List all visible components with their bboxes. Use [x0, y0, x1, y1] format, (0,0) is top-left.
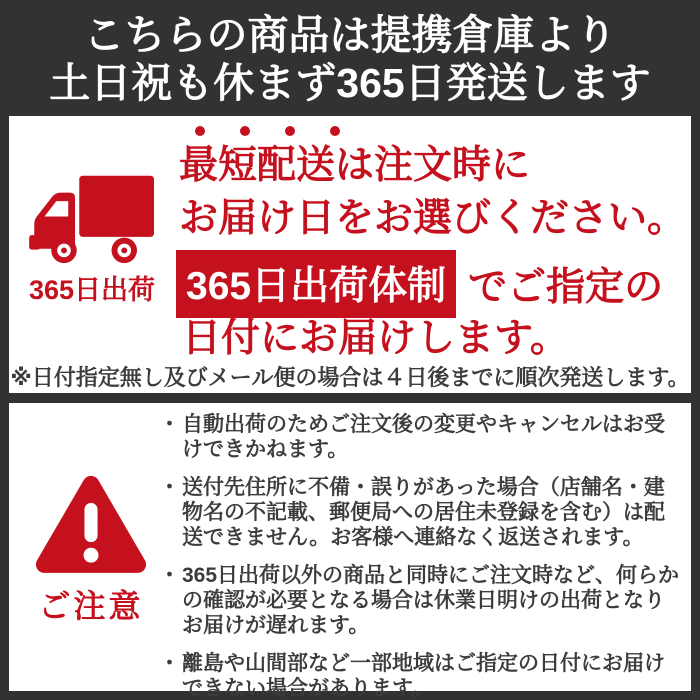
emphasis-dot — [195, 126, 205, 136]
shipping-panel — [9, 116, 691, 393]
caution-bullet-item — [159, 412, 681, 462]
caution-bullet-list — [159, 412, 681, 700]
shipping-headline — [179, 139, 686, 245]
top-banner — [0, 0, 700, 116]
caution-bullet-item — [159, 475, 681, 550]
shipping-note: ※日付指定無し及びメール便の場合は４日後までに順次発送します。 — [10, 365, 690, 390]
highlight-box-365: 365日出荷体制 — [176, 250, 456, 318]
bullet-marker: ・ — [159, 652, 180, 675]
shipping-headline-line2: お届け日をお選びください。 — [179, 197, 687, 240]
truck-icon — [17, 174, 167, 264]
caution-bullet-item — [159, 651, 681, 700]
highlight-line2: 日付にお届けします。 — [182, 317, 569, 360]
caution-bullet-item — [159, 563, 681, 638]
bullet-marker: ・ — [159, 413, 180, 436]
truck-label: 365日出荷 — [28, 275, 156, 305]
warning-triangle-icon — [29, 473, 153, 573]
shipping-headline-line1: 最短配送は注文時に — [179, 144, 531, 187]
caution-panel — [9, 403, 691, 700]
emphasis-dot — [240, 126, 250, 136]
top-banner-line2: 土日祝も休まず365日発送します — [49, 60, 651, 106]
truck-block — [17, 174, 167, 307]
emphasis-dots — [195, 126, 375, 136]
bullet-marker: ・ — [159, 564, 180, 587]
highlight-suffix: でご指定の — [468, 266, 664, 309]
emphasis-dot — [330, 126, 340, 136]
bullet-text: 365日出荷以外の商品と同時にご注文時など、何らかの確認が必要となる場合は休業日明けの出荷となりお届けが遅れます。 — [182, 564, 680, 637]
bullet-text: 離島や山間部など一部地域はご指定の日付にお届けできない場合があります。 — [182, 652, 665, 700]
emphasis-dot — [285, 126, 295, 136]
top-banner-line1: こちらの商品は提携倉庫より — [83, 12, 617, 58]
bullet-text: 自動出荷のためご注文後の変更やキャンセルはお受けできかねます。 — [182, 413, 665, 461]
bullet-text: 送付先住所に不備・誤りがあった場合（店舗名・建物名の不記載、郵便局への居住未登録を含む）は配送できません。お客様へ連絡なく返送されます。 — [182, 476, 665, 549]
caution-block — [29, 473, 153, 627]
caution-label: ご注意 — [38, 588, 144, 624]
bullet-marker: ・ — [159, 476, 180, 499]
